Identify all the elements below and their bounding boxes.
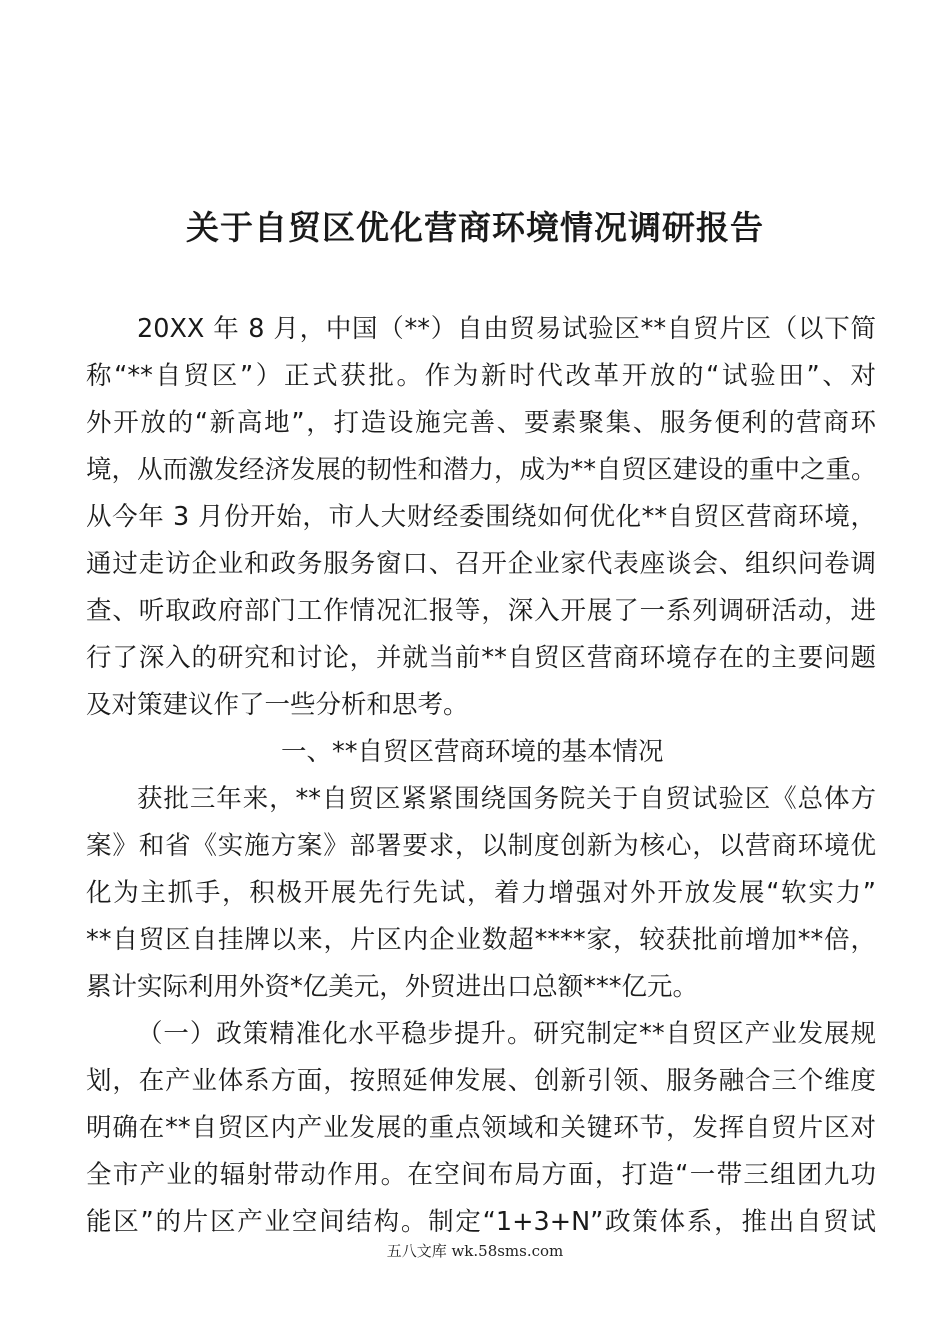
document-title: 关于自贸区优化营商环境情况调研报告 <box>186 208 764 247</box>
paragraph-line: 全市产业的辐射带动作用。在空间布局方面，打造“一带三组团九功 <box>86 1160 876 1190</box>
paragraph-line: 20XX 年 8 月，中国（**）自由贸易试验区**自贸片区（以下简 <box>137 314 876 344</box>
paragraph-line: （一）政策精准化水平稳步提升。研究制定**自贸区产业发展规 <box>137 1019 876 1049</box>
paragraph-line: 行了深入的研究和讨论，并就当前**自贸区营商环境存在的主要问题 <box>86 643 876 673</box>
document-body <box>86 306 876 1246</box>
paragraph-line: 境，从而激发经济发展的韧性和潜力，成为**自贸区建设的重中之重。 <box>86 455 877 485</box>
paragraph-line: 及对策建议作了一些分析和思考。 <box>86 690 469 720</box>
section-heading: 一、**自贸区营商环境的基本情况 <box>281 737 664 767</box>
paragraph-line: 查、听取政府部门工作情况汇报等，深入开展了一系列调研活动，进 <box>86 596 876 626</box>
paragraph-line: 称“**自贸区”）正式获批。作为新时代改革开放的“试验田”、对 <box>86 361 876 391</box>
paragraph-line: 从今年 3 月份开始，市人大财经委围绕如何优化**自贸区营商环境， <box>86 502 876 532</box>
paragraph-line: 累计实际利用外资*亿美元，外贸进出口总额***亿元。 <box>86 972 699 1002</box>
paragraph-line: **自贸区自挂牌以来，片区内企业数超****家，较获批前增加**倍， <box>86 925 876 955</box>
paragraph-line: 获批三年来，**自贸区紧紧围绕国务院关于自贸试验区《总体方 <box>137 784 876 814</box>
paragraph-line: 划，在产业体系方面，按照延伸发展、创新引领、服务融合三个维度 <box>86 1066 876 1096</box>
footer-watermark: 五八文库 wk.58sms.com <box>386 1242 564 1260</box>
paragraph-line: 能区”的片区产业空间结构。制定“1+3+N”政策体系，推出自贸试 <box>86 1207 876 1237</box>
paragraph-line: 明确在**自贸区内产业发展的重点领域和关键环节，发挥自贸片区对 <box>86 1113 876 1143</box>
paragraph-line: 通过走访企业和政务服务窗口、召开企业家代表座谈会、组织问卷调 <box>86 549 876 579</box>
paragraph-line: 化为主抓手，积极开展先行先试，着力增强对外开放发展“软实力” <box>86 878 876 908</box>
paragraph-line: 外开放的“新高地”，打造设施完善、要素聚集、服务便利的营商环 <box>86 408 876 438</box>
paragraph-line: 案》和省《实施方案》部署要求，以制度创新为核心，以营商环境优 <box>86 831 876 861</box>
